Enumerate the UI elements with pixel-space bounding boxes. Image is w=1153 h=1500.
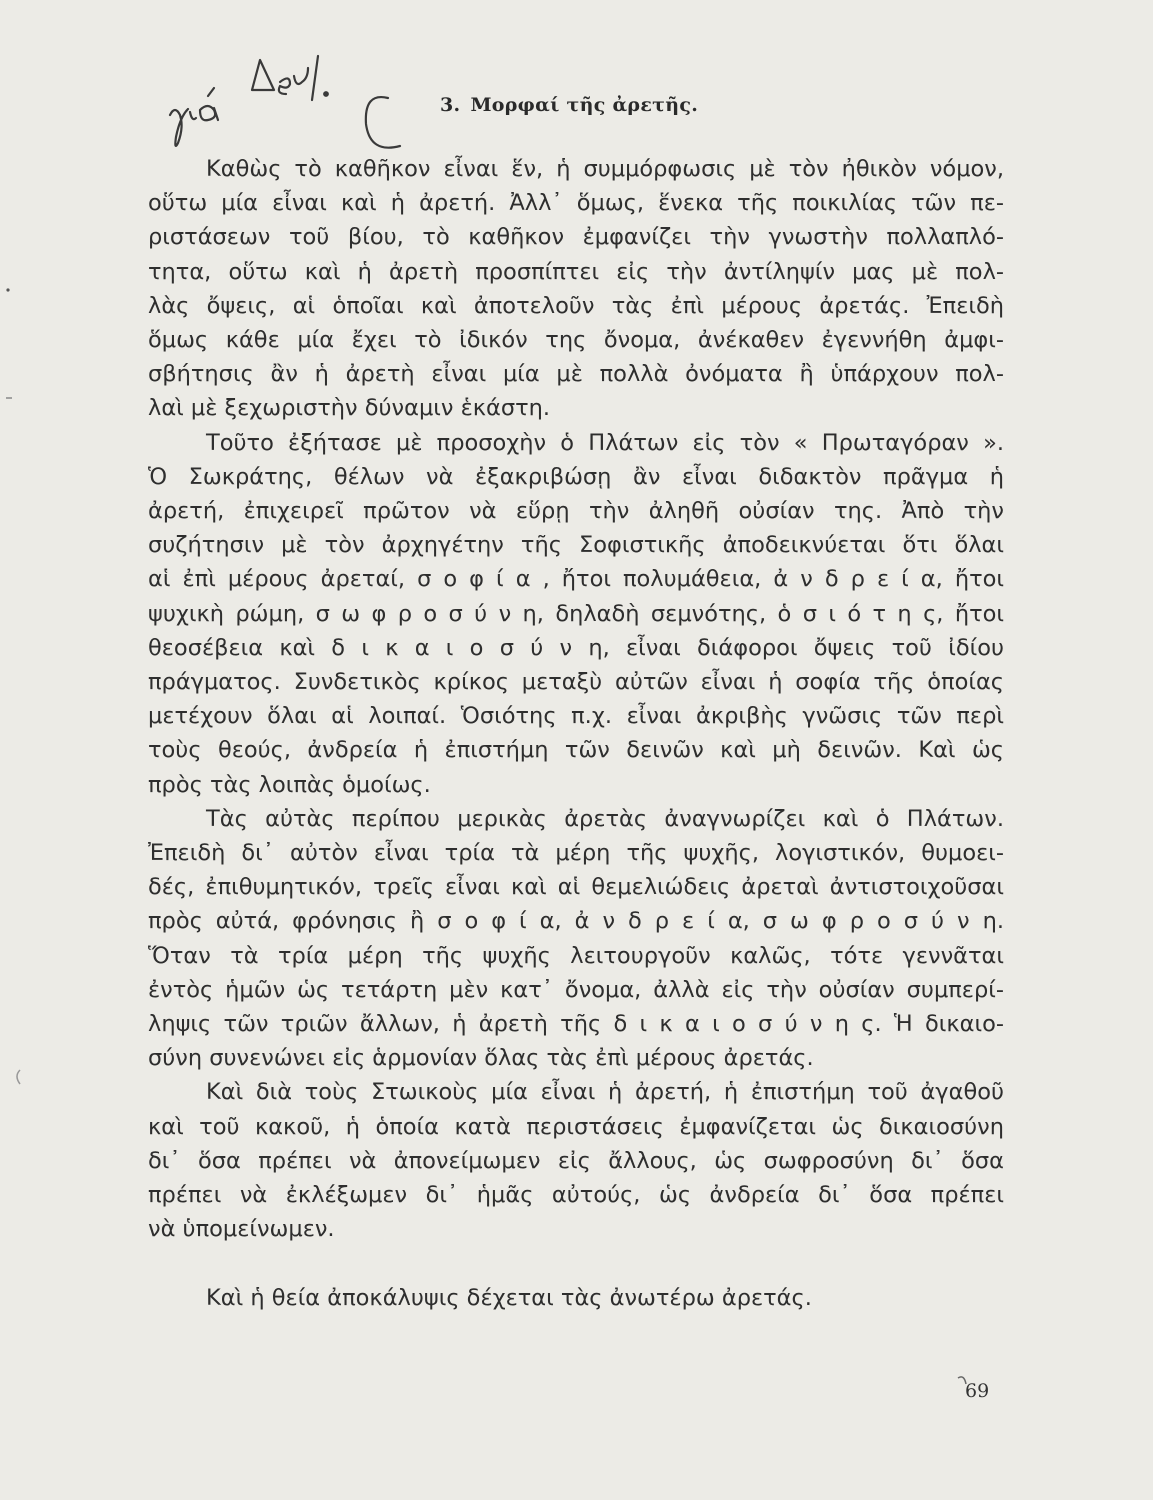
text-line: Καὶ διὰ τοὺς Στωικοὺς μία εἶναι ἡ ἀρετή, ἡ ἐπιστήμη τοῦ ἀγαθοῦ [206, 1079, 1004, 1106]
text-line: ληψις τῶν τριῶν ἄλλων, ἡ ἀρετὴ τῆς δ ι κ α ι ο σ ύ ν η ς. Ἡ δικαιο- [148, 1011, 1004, 1038]
text-line: πράγματος. Συνδετικὸς κρίκος μεταξὺ αὐτῶν εἶναι ἡ σοφία τῆς ὁποίας [148, 669, 1004, 696]
text-line: ἐντὸς ἡμῶν ὡς τετάρτη μὲν κατ᾽ ὄνομα, ἀλλὰ εἰς τὴν οὐσίαν συμπερί- [148, 976, 1004, 1003]
text-line: Ὅταν τὰ τρία μέρη τῆς ψυχῆς λειτουργοῦν καλῶς, τότε γεννᾶται [148, 942, 1004, 969]
text-line: ψυχικὴ ρώμη, σ ω φ ρ ο σ ύ ν η, δηλαδὴ σεμνότης, ὁ σ ι ό τ η ς, ἤτοι [148, 600, 1004, 627]
text-line: δι᾽ ὅσα πρέπει νὰ ἀπονείμωμεν εἰς ἄλλους, ὡς σωφροσύνη δι᾽ ὅσα [148, 1147, 1004, 1174]
paragraph-4 [148, 1075, 1004, 1246]
text-line: πρὸς τὰς λοιπὰς ὁμοίως. [148, 771, 431, 798]
section-heading [440, 94, 698, 116]
section-title: Μορφαί τῆς ἀρετῆς. [470, 94, 699, 116]
text-line: σβήτησις ἂν ἡ ἀρετὴ εἶναι μία μὲ πολλὰ ὀνόματα ἢ ὑπάρχουν πολ- [148, 361, 1004, 388]
text-line: σύνη συνενώνει εἰς ἁρμονίαν ὅλας τὰς ἐπὶ μέρους ἀρετάς. [148, 1045, 814, 1072]
page-number: 69 [965, 1380, 990, 1402]
text-line: Καὶ ἡ θεία ἀποκάλυψις δέχεται τὰς ἀνωτέρω ἀρετάς. [206, 1284, 812, 1311]
body-text [148, 152, 1004, 1315]
text-line: ὅμως κάθε μία ἔχει τὸ ἰδικόν της ὄνομα, ἀνέκαθεν ἐγεννήθη ἀμφι- [148, 327, 1004, 354]
text-line: καὶ τοῦ κακοῦ, ἡ ὁποία κατὰ περιστάσεις ἐμφανίζεται ὡς δικαιοσύνη [148, 1113, 1004, 1140]
text-line: τητα, οὕτω καὶ ἡ ἀρετὴ προσπίπτει εἰς τὴν ἀντίληψίν μας μὲ πολ- [148, 258, 1004, 285]
paragraph-1 [148, 152, 1004, 426]
text-line: πρέπει νὰ ἐκλέξωμεν δι᾽ ἡμᾶς αὐτούς, ὡς ἀνδρεία δι᾽ ὅσα πρέπει [148, 1182, 1004, 1209]
text-line: νὰ ὑπομείνωμεν. [148, 1216, 335, 1243]
text-line: Τὰς αὐτὰς περίπου μερικὰς ἀρετὰς ἀναγνωρίζει καὶ ὁ Πλάτων. [206, 805, 1004, 832]
text-line: θεοσέβεια καὶ δ ι κ α ι ο σ ύ ν η, εἶναι διάφοροι ὄψεις τοῦ ἰδίου [148, 634, 1004, 661]
text-line: πρὸς αὐτά, φρόνησις ἢ σ ο φ ί α, ἀ ν δ ρ ε ί α, σ ω φ ρ ο σ ύ ν η. [148, 908, 1004, 935]
text-line: αἱ ἐπὶ μέρους ἀρεταί, σ ο φ ί α , ἤτοι πολυμάθεια, ἀ ν δ ρ ε ί α, ἤτοι [148, 566, 1004, 593]
text-line: ριστάσεων τοῦ βίου, τὸ καθῆκον ἐμφανίζει τὴν γνωστὴν πολλαπλό- [148, 224, 1004, 251]
text-line: Ἐπειδὴ δι᾽ αὐτὸν εἶναι τρία τὰ μέρη τῆς ψυχῆς, λογιστικόν, θυμοει- [148, 840, 1004, 867]
final-paragraph [148, 1281, 1004, 1315]
text-line: οὕτω μία εἶναι καὶ ἡ ἀρετή. Ἀλλ᾽ ὅμως, ἕνεκα τῆς ποικιλίας τῶν πε- [148, 190, 1004, 217]
text-line: λαὶ μὲ ξεχωριστὴν δύναμιν ἑκάστη. [148, 395, 551, 422]
text-line: συζήτησιν μὲ τὸν ἀρχηγέτην τῆς Σοφιστικῆς ἀποδεικνύεται ὅτι ὅλαι [148, 532, 1004, 559]
handwritten-annotation [160, 30, 420, 150]
text-line: ἀρετή, ἐπιχειρεῖ πρῶτον νὰ εὕρῃ τὴν ἀληθῆ οὐσίαν της. Ἀπὸ τὴν [148, 498, 1004, 525]
handwritten-annotation-drawing [160, 30, 420, 150]
text-line: λὰς ὄψεις, αἱ ὁποῖαι καὶ ἀποτελοῦν τὰς ἐπὶ μέρους ἀρετάς. Ἐπειδὴ [148, 292, 1004, 319]
section-number: 3. [440, 94, 461, 116]
text-line: Τοῦτο ἐξήτασε μὲ προσοχὴν ὁ Πλάτων εἰς τὸν « Πρωταγόραν ». [206, 429, 1004, 456]
text-line: δές, ἐπιθυμητικόν, τρεῖς εἶναι καὶ αἱ θεμελιώδεις ἀρεταὶ ἀντιστοιχοῦσαι [148, 874, 1004, 901]
text-line: Καθὼς τὸ καθῆκον εἶναι ἕν, ἡ συμμόρφωσις μὲ τὸν ἠθικὸν νόμον, [206, 156, 1004, 182]
paragraph-3 [148, 802, 1004, 1076]
text-line: Ὁ Σωκράτης, θέλων νὰ ἐξακριβώσῃ ἂν εἶναι διδακτὸν πρᾶγμα ἡ [148, 463, 1004, 490]
text-line: μετέχουν ὅλαι αἱ λοιπαί. Ὁσιότης π.χ. εἶναι ἀκριβὴς γνῶσις τῶν περὶ [148, 703, 1004, 730]
paragraph-2 [148, 426, 1004, 802]
text-line: τοὺς θεούς, ἀνδρεία ἡ ἐπιστήμη τῶν δεινῶν καὶ μὴ δεινῶν. Καὶ ὡς [148, 737, 1004, 764]
